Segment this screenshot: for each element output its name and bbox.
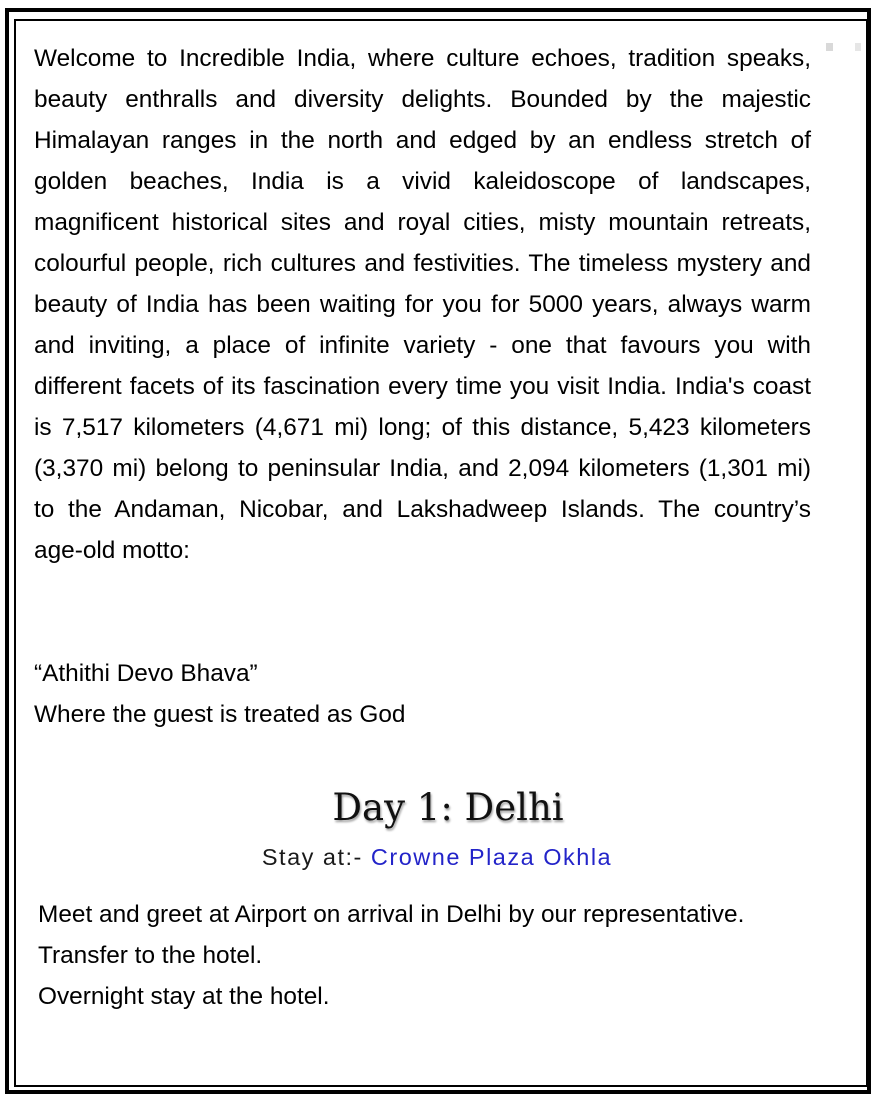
itinerary-item: Meet and greet at Airport on arrival in Delhi by our representative. (38, 901, 745, 928)
motto-phrase: “Athithi Devo Bhava” (34, 660, 258, 687)
stay-line (0, 840, 874, 874)
corner-artifact-mark (826, 43, 833, 51)
corner-artifact-mark (855, 43, 861, 51)
stay-label: Stay at:- (261, 844, 363, 870)
motto-meaning: Where the guest is treated as God (34, 701, 406, 728)
itinerary-list (38, 894, 744, 1017)
hotel-name: Crowne Plaza Okhla (370, 844, 613, 870)
intro-paragraph: Welcome to Incredible India, where culture echoes, tradition speaks, beauty enthralls and diversity delights. Bounded by the majestic Himalayan ranges in the north and edged by an endless stretch of golden beaches, India is a vivid kaleidoscope of landscapes, magnificent historical sites and royal cities, misty mountain retreats, colourful people, rich cultures and festivities. The timeless mystery and beauty of India has been waiting for you for 5000 years, always warm and inviting, a place of infinite variety - one that favours you with different facets of its fascination every time you visit India. India's coast is 7,517 kilometers (4,671 mi) long; of this distance, 5,423 kilometers (3,370 mi) belong to peninsular India, and 2,094 kilometers (1,301 mi) to the Andaman, Nicobar, and Lakshadweep Islands. The country’s age-old motto: (34, 45, 811, 564)
day-title: Day 1: Delhi (332, 786, 564, 829)
itinerary-item: Overnight stay at the hotel. (38, 983, 330, 1010)
itinerary-item: Transfer to the hotel. (38, 942, 263, 969)
